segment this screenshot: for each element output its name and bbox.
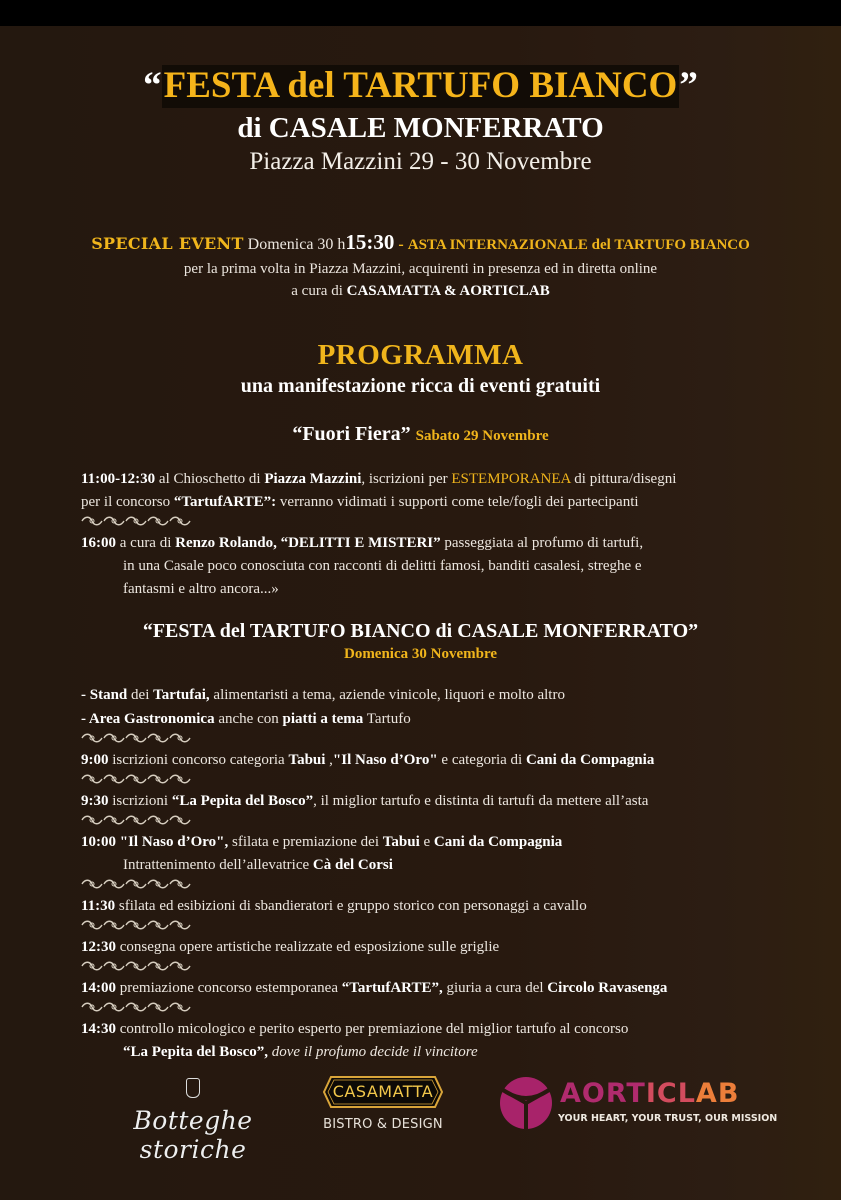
schedule-item: 9:30 iscrizioni “La Pepita del Bosco”, il miglior tartufo e distinta di tartufi da mettere all’asta — [81, 793, 649, 809]
special-event-label: SPECIAL EVENT — [91, 234, 244, 253]
special-event-name: ASTA INTERNAZIONALE del TARTUFO BIANCO — [407, 237, 750, 253]
festa-section-heading: “FESTA del TARTUFO BIANCO di CASALE MONFERRATO” — [142, 620, 699, 642]
status-bar — [0, 0, 841, 26]
list-item: - Area Gastronomica anche con piatti a tema Tartufo — [81, 711, 411, 727]
crest-icon — [186, 1078, 200, 1098]
list-item: - Stand dei Tartufai, alimentaristi a tema, aziende vinicole, liquori e molto altro — [81, 687, 565, 703]
festa-section-date: Domenica 30 Novembre — [343, 646, 498, 662]
ornament-divider — [81, 1001, 196, 1013]
program-heading: PROGRAMMA — [317, 339, 524, 371]
schedule-item: 14:00 premiazione concorso estemporanea “TartufARTE”, giuria a cura del Circolo Ravasenga — [81, 980, 668, 996]
botteghe-storiche-logo: Botteghe storiche — [88, 1070, 298, 1150]
schedule-item: 9:00 iscrizioni concorso categoria Tabui ,"Il Naso d’Oro" e categoria di Cani da Compagnia — [81, 752, 655, 768]
casamatta-logo: CASAMATTA BISTRO & DESIGN — [318, 1075, 448, 1145]
special-event-time: 15:30 — [345, 230, 395, 254]
poster-title: “FESTA del TARTUFO BIANCO” — [143, 65, 698, 106]
schedule-item: 10:00 "Il Naso d’Oro", sfilata e premiazione dei Tabui e Cani da Compagnia Intrattenimento dell’allevatrice Cà del Corsi — [81, 834, 563, 873]
ornament-divider — [81, 960, 196, 972]
special-event-description: per la prima volta in Piazza Mazzini, acquirenti in presenza ed in diretta online — [183, 261, 658, 277]
ornament-divider — [81, 773, 196, 785]
fuori-fiera-heading: “Fuori Fiera” Sabato 29 Novembre — [292, 423, 549, 445]
list-item: 11:00-12:30 al Chioschetto di Piazza Mazzini, iscrizioni per ESTEMPORANEA di pittura/disegni per il concorso “TartufARTE”: verranno vidimati i supporti come tele/fogli dei partecipanti — [81, 471, 677, 510]
aorticlab-logo: AORTICLAB YOUR HEART, YOUR TRUST, OUR MISSION — [498, 1076, 778, 1136]
ornament-divider — [81, 878, 196, 890]
festa-schedule — [81, 684, 781, 1064]
special-event-organizers: a cura di CASAMATTA & AORTICLAB — [291, 283, 550, 299]
event-poster — [0, 26, 841, 1200]
location-dates: Piazza Mazzini 29 - 30 Novembre — [249, 148, 592, 175]
ornament-divider — [81, 919, 196, 931]
aorticlab-heart-valve-icon — [499, 1076, 553, 1130]
fuori-fiera-list — [81, 468, 781, 601]
sponsor-logos — [0, 1070, 841, 1164]
poster-subtitle: di CASALE MONFERRATO — [237, 112, 604, 144]
schedule-item: 12:30 consegna opere artistiche realizzate ed esposizione sulle griglie — [81, 939, 500, 955]
schedule-item: 11:30 sfilata ed esibizioni di sbandieratori e gruppo storico con personaggi a cavallo — [81, 898, 587, 914]
ornament-divider — [81, 515, 196, 527]
ornament-divider — [81, 732, 196, 744]
schedule-item: 14:30 controllo micologico e perito esperto per premiazione del miglior tartufo al concorso “La Pepita del Bosco”, dove il profumo decide il vincitore — [81, 1021, 629, 1060]
program-subheading: una manifestazione ricca di eventi gratuiti — [240, 375, 601, 397]
special-event-line: SPECIAL EVENT Domenica 30 h15:30 - ASTA INTERNAZIONALE del TARTUFO BIANCO — [91, 230, 750, 254]
title-highlight: FESTA del TARTUFO BIANCO — [163, 65, 678, 106]
ornament-divider — [81, 814, 196, 826]
fuori-fiera-date: Sabato 29 Novembre — [415, 428, 549, 444]
list-item: 16:00 a cura di Renzo Rolando, “DELITTI E MISTERI” passeggiata al profumo di tartufi, in una Casale poco conosciuta con racconti di delitti famosi, banditi casalesi, streghe e fantasmi e altro ancora...» — [81, 535, 644, 597]
